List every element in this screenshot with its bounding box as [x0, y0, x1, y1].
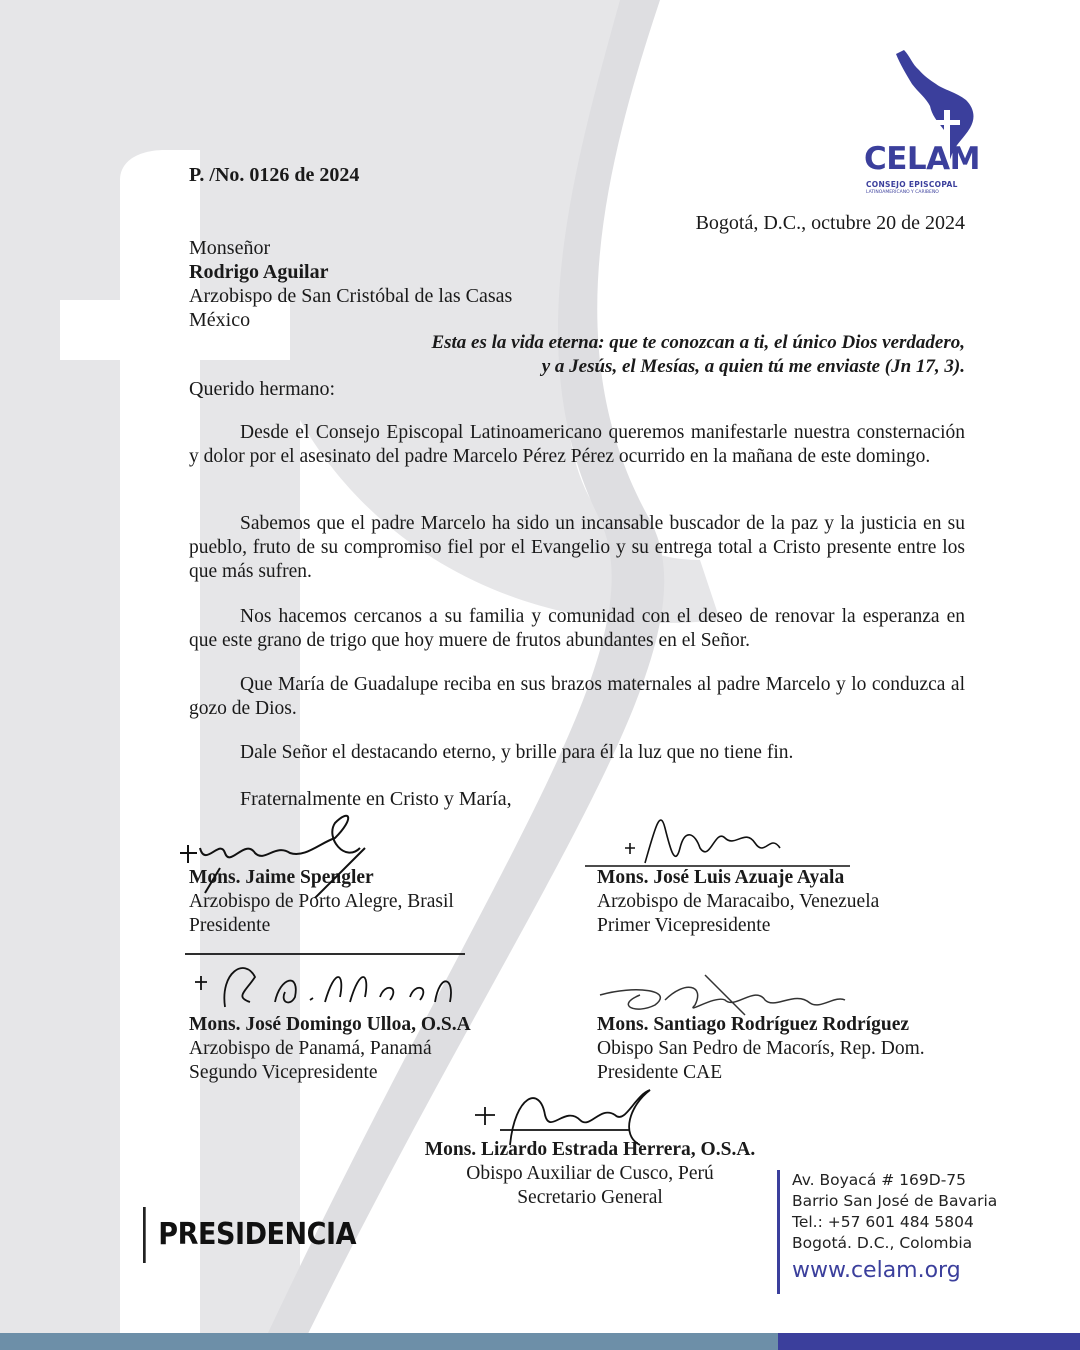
addressee-country: México: [189, 309, 251, 331]
logo-wordmark: CELAM: [864, 141, 981, 177]
signatory-4: [597, 1013, 925, 1085]
paragraph-text: Dale Señor el destacando eterno, y brille para él la luz que no tiene fin.: [240, 742, 794, 763]
address-line-1: Av. Boyacá # 169D-75: [792, 1171, 967, 1189]
signatory-role: Arzobispo de Panamá, Panamá: [189, 1038, 432, 1059]
signatory-position: Segundo Vicepresidente: [189, 1062, 378, 1083]
paragraph-text: Desde el Consejo Episcopal Latinoamericano queremos manifestarle nuestra consternación y dolor por el asesinato del padre Marcelo Pérez Pérez ocurrido en la mañana de este domingo.: [189, 422, 965, 467]
signatory-role: Obispo San Pedro de Macorís, Rep. Dom.: [597, 1038, 925, 1059]
document-reference: P. /No. 0126 de 2024: [189, 164, 360, 186]
footer-bar-right: [778, 1333, 1080, 1350]
footer-color-bar: [0, 1333, 1080, 1350]
signatory-position: Presidente CAE: [597, 1062, 723, 1083]
signatory-name: Mons. José Luis Azuaje Ayala: [597, 867, 845, 888]
paragraph-text: Sabemos que el padre Marcelo ha sido un incansable buscador de la paz y la justicia en su pueblo, fruto de su compromiso fiel por el Evangelio y su entrega total a Cristo presente entre los que más sufren.: [189, 513, 965, 582]
addressee-block: [189, 236, 512, 332]
footer-bar-left: [0, 1333, 778, 1350]
signature-azuaje: [585, 808, 855, 878]
signatory-position: Presidente: [189, 915, 271, 936]
signatory-position: Primer Vicepresidente: [597, 915, 771, 936]
signatory-name: Mons. José Domingo Ulloa, O.S.A: [189, 1014, 471, 1035]
epigraph-quote: [325, 331, 965, 379]
logo-subtitle: CONSEJO EPISCOPAL: [866, 180, 958, 189]
epigraph-line-2: y a Jesús, el Mesías, a quien tú me enviaste (Jn 17, 3).: [541, 356, 965, 377]
signature-estrada: [470, 1085, 660, 1155]
signatory-3: [189, 1013, 471, 1085]
signatory-role: Arzobispo de Porto Alegre, Brasil: [189, 891, 454, 912]
paragraph-text: Que María de Guadalupe reciba en sus brazos maternales al padre Marcelo y lo conduzca al gozo de Dios.: [189, 674, 965, 719]
address-line-2: Barrio San José de Bavaria: [792, 1192, 998, 1210]
paragraph-4: [189, 673, 965, 721]
celam-logo: [864, 44, 994, 214]
closing-line: Fraternalmente en Cristo y María,: [240, 788, 512, 810]
signatory-name: Mons. Santiago Rodríguez Rodríguez: [597, 1014, 909, 1035]
paragraph-1: [189, 421, 965, 469]
paragraph-2: [189, 512, 965, 584]
signatory-role: Obispo Auxiliar de Cusco, Perú: [466, 1163, 714, 1184]
paragraph-5: [189, 741, 965, 765]
signature-ulloa: [185, 952, 475, 1017]
signature-rodriguez: [595, 965, 855, 1020]
signatory-name: Mons. Jaime Spengler: [189, 867, 374, 888]
epigraph-line-1: Esta es la vida eterna: que te conozcan a ti, el único Dios verdadero,: [431, 332, 965, 353]
signatory-name: Mons. Lizardo Estrada Herrera, O.S.A.: [424, 1139, 756, 1160]
signature-spengler: [175, 808, 375, 898]
contact-info: [777, 1170, 997, 1294]
website-link[interactable]: www.celam.org: [792, 1258, 961, 1283]
addressee-name: Rodrigo Aguilar: [189, 261, 329, 283]
paragraph-3: [189, 605, 965, 653]
addressee-honorific: Monseñor: [189, 237, 271, 259]
paragraph-text: Nos hacemos cercanos a su familia y comunidad con el deseo de renovar la esperanza en que este grano de trigo que hoy muere de frutos abundantes en el Señor.: [189, 606, 965, 651]
city-line: Bogotá. D.C., Colombia: [792, 1234, 973, 1252]
section-label: PRESIDENCIA: [143, 1207, 356, 1263]
salutation: Querido hermano:: [189, 378, 336, 400]
phone-number: Tel.: +57 601 484 5804: [792, 1213, 974, 1231]
document-date: Bogotá, D.C., octubre 20 de 2024: [695, 212, 965, 234]
logo-subtitle-small: LATINOAMERICANO Y CARIBEÑO: [866, 190, 939, 195]
addressee-title: Arzobispo de San Cristóbal de las Casas: [189, 285, 513, 307]
signatory-role: Arzobispo de Maracaibo, Venezuela: [597, 891, 880, 912]
signatory-position: Secretario General: [517, 1187, 663, 1208]
